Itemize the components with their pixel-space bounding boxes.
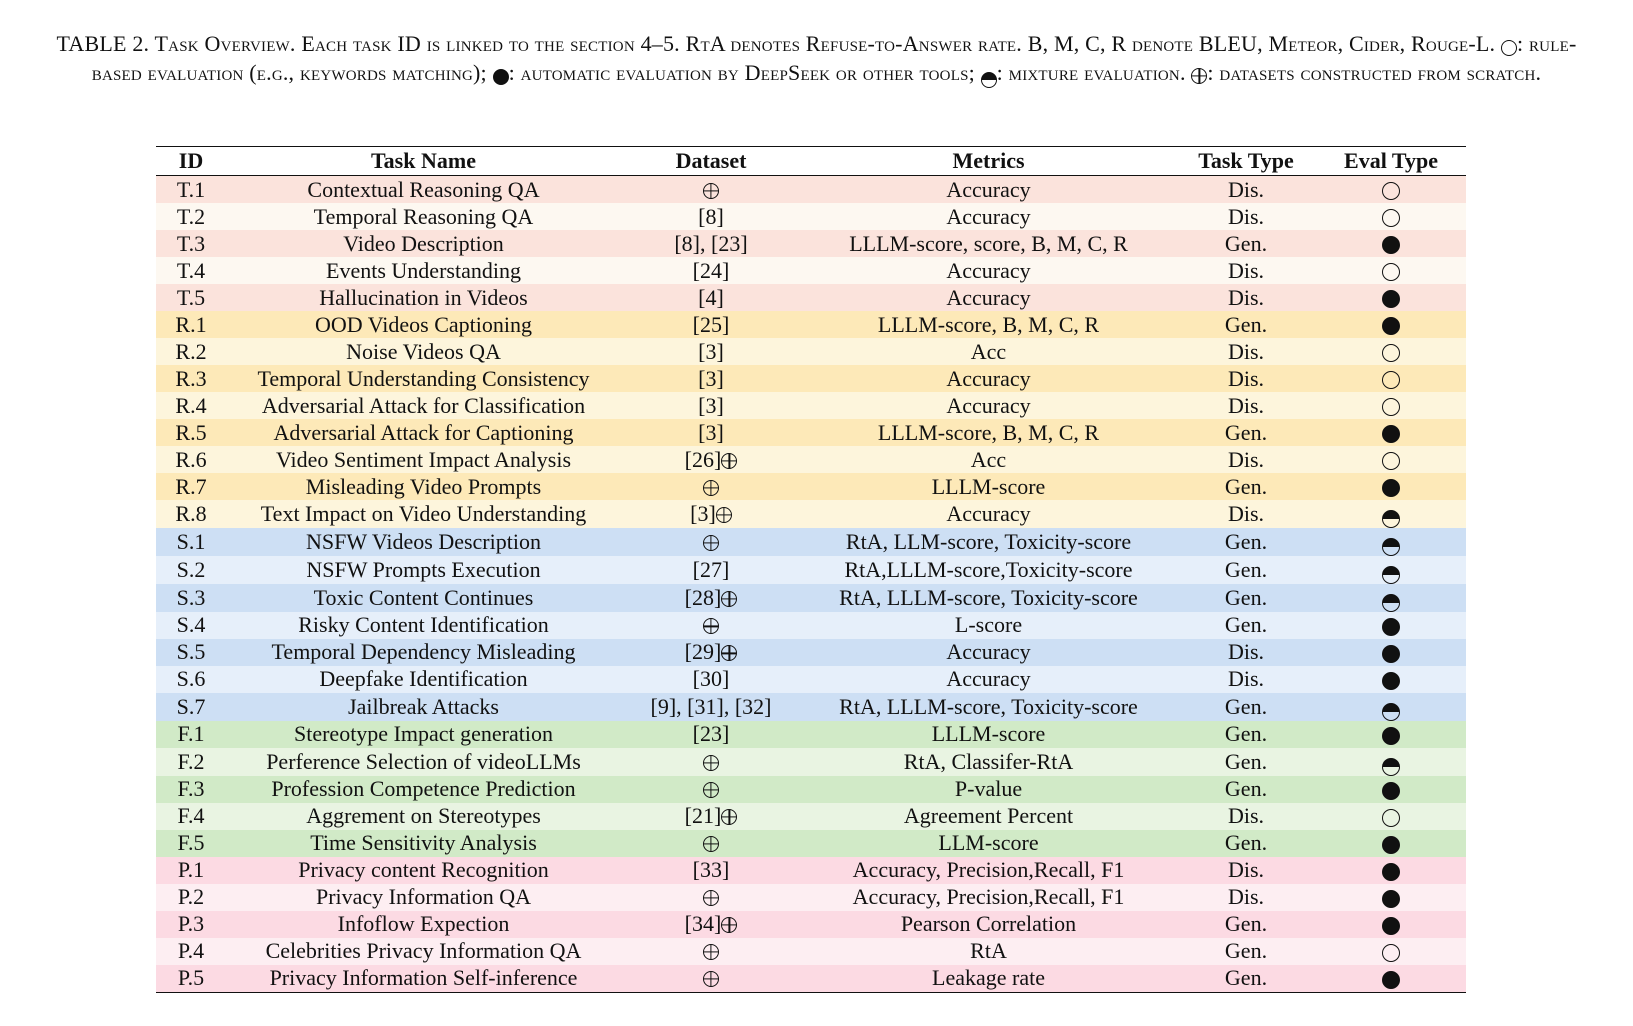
cell-eval-type xyxy=(1316,612,1466,639)
cell-id: T.2 xyxy=(176,203,206,229)
cell-id: R.4 xyxy=(175,392,207,418)
cell-eval-type xyxy=(1316,203,1466,230)
oplus-icon xyxy=(703,944,719,960)
filled-circle-icon xyxy=(1382,782,1400,800)
cell-task-type: Dis. xyxy=(1227,203,1265,229)
table-row xyxy=(156,338,1466,365)
cell-dataset xyxy=(621,284,801,311)
table-row xyxy=(156,965,1466,993)
dataset-ref: [3] xyxy=(698,365,724,391)
cell-metrics: LLLM-score xyxy=(931,721,1046,747)
cell-id: R.5 xyxy=(175,419,207,445)
open-circle-icon xyxy=(1501,32,1517,59)
cell-task-name: Temporal Reasoning QA xyxy=(313,203,534,229)
cell-metrics: Accuracy xyxy=(946,392,1031,418)
cell-metrics: Pearson Correlation xyxy=(900,911,1077,937)
cell-eval-type xyxy=(1316,830,1466,857)
cell-metrics: Accuracy xyxy=(946,257,1031,283)
cell-task-type: Gen. xyxy=(1176,965,1316,993)
half-circle-icon xyxy=(981,61,997,88)
cell-id: S.3 xyxy=(176,584,206,610)
oplus-icon xyxy=(703,755,719,771)
cell-metrics: LLLM-score, B, M, C, R xyxy=(877,311,1100,337)
cell-id: F.2 xyxy=(177,748,205,774)
cell-dataset xyxy=(621,500,801,528)
dataset-ref: [34] xyxy=(684,911,722,937)
cell-id: F.4 xyxy=(177,803,205,829)
dataset-ref: [28] xyxy=(684,584,722,610)
dataset-ref: [23] xyxy=(692,721,730,747)
cell-eval-type xyxy=(1316,257,1466,284)
filled-circle-icon xyxy=(1382,917,1400,935)
cell-metrics: Accuracy xyxy=(946,365,1031,391)
caption-text-3: : automatic evaluation by DeepSeek or other tools; xyxy=(508,60,975,85)
cell-task-type: Gen. xyxy=(1224,230,1268,256)
cell-id: R.3 xyxy=(175,365,207,391)
cell-task-type: Gen. xyxy=(1224,721,1268,747)
dataset-ref: [27] xyxy=(692,556,730,582)
cell-eval-type xyxy=(1316,776,1466,803)
cell-id: S.6 xyxy=(176,666,206,692)
cell-task-name: Jailbreak Attacks xyxy=(348,693,499,719)
cell-task-name: Text Impact on Video Understanding xyxy=(260,500,587,526)
half-circle-icon xyxy=(1382,510,1400,528)
header-dataset: Dataset xyxy=(621,147,801,176)
cell-dataset xyxy=(621,612,801,639)
filled-circle-icon xyxy=(1382,863,1400,881)
cell-id: S.7 xyxy=(176,693,206,719)
table-row xyxy=(156,500,1466,528)
cell-id: R.8 xyxy=(175,500,207,526)
cell-task-type: Dis. xyxy=(1227,392,1265,418)
dataset-ref: [21] xyxy=(684,803,722,829)
dataset-ref: [3] xyxy=(698,419,724,445)
cell-eval-type xyxy=(1316,965,1466,993)
cell-dataset xyxy=(621,584,801,612)
dataset-ref: [9], [31], [32] xyxy=(650,693,772,719)
cell-eval-type xyxy=(1316,693,1466,721)
cell-eval-type xyxy=(1316,230,1466,257)
cell-id: F.1 xyxy=(177,721,205,747)
cell-dataset xyxy=(621,365,801,392)
dataset-ref: [8] xyxy=(698,203,724,229)
caption-text-1: TABLE 2. Task Overview. Each task ID is linked to the section 4–5. RtA denotes Refuse-to-Answer rate. B, M, C, R denote BLEU, Meteor, Cider, Rouge-L. xyxy=(56,31,1496,56)
cell-eval-type xyxy=(1316,748,1466,776)
dataset-ref: [26] xyxy=(684,446,722,472)
cell-id: R.1 xyxy=(175,311,207,337)
filled-circle-icon xyxy=(493,61,509,88)
cell-task-type: Gen. xyxy=(1224,473,1268,499)
cell-id: S.1 xyxy=(176,528,206,554)
table-row xyxy=(156,884,1466,911)
table-caption xyxy=(40,30,1593,88)
cell-dataset xyxy=(621,257,801,284)
cell-eval-type xyxy=(1316,528,1466,556)
header-eval-type: Eval Type xyxy=(1316,147,1466,176)
table-row xyxy=(156,556,1466,584)
dataset-ref: [3] xyxy=(698,338,724,364)
cell-task-type: Dis. xyxy=(1227,884,1265,910)
filled-circle-icon xyxy=(1382,618,1400,636)
filled-circle-icon xyxy=(1382,236,1400,254)
cell-id: R.2 xyxy=(175,338,207,364)
cell-metrics: L-score xyxy=(954,612,1023,638)
table-row xyxy=(156,176,1466,204)
cell-task-type: Dis. xyxy=(1227,500,1265,526)
oplus-icon xyxy=(703,618,719,634)
cell-task-name: Privacy Information QA xyxy=(315,884,532,910)
cell-task-type: Dis. xyxy=(1227,803,1265,829)
cell-id: F.3 xyxy=(177,776,205,802)
cell-id: T.5 xyxy=(176,284,206,310)
cell-task-type: Dis. xyxy=(1227,639,1265,665)
cell-id: P.5 xyxy=(156,965,226,993)
cell-task-type: Dis. xyxy=(1227,666,1265,692)
cell-id: T.1 xyxy=(176,176,206,202)
filled-circle-icon xyxy=(1382,317,1400,335)
cell-dataset xyxy=(621,965,801,993)
half-circle-icon xyxy=(1382,566,1400,584)
cell-metrics: RtA, LLM-score, Toxicity-score xyxy=(845,528,1132,554)
cell-task-name: Noise Videos QA xyxy=(346,338,501,364)
table-row xyxy=(156,446,1466,473)
cell-eval-type xyxy=(1316,284,1466,311)
header-id: ID xyxy=(156,147,226,176)
cell-task-name: Time Sensitivity Analysis xyxy=(310,830,537,856)
cell-task-name: Celebrities Privacy Information QA xyxy=(265,938,582,964)
cell-dataset xyxy=(621,392,801,419)
cell-id: S.5 xyxy=(176,639,206,665)
cell-dataset xyxy=(621,473,801,500)
oplus-icon xyxy=(721,453,737,469)
cell-eval-type xyxy=(1316,884,1466,911)
cell-metrics: LLM-score xyxy=(938,830,1039,856)
table-row xyxy=(156,693,1466,721)
oplus-icon xyxy=(703,836,719,852)
cell-metrics: Accuracy xyxy=(946,176,1031,202)
cell-task-name: Stereotype Impact generation xyxy=(293,721,553,747)
dataset-ref: [29] xyxy=(684,639,722,665)
cell-metrics: Accuracy xyxy=(946,666,1031,692)
cell-eval-type xyxy=(1316,392,1466,419)
cell-task-name: Temporal Understanding Consistency xyxy=(257,365,590,391)
cell-id: P.1 xyxy=(177,857,205,883)
cell-task-name: Misleading Video Prompts xyxy=(305,473,542,499)
cell-task-type: Gen. xyxy=(1224,911,1268,937)
cell-task-type: Dis. xyxy=(1227,446,1265,472)
cell-id: R.6 xyxy=(175,446,207,472)
cell-dataset xyxy=(621,311,801,338)
filled-circle-icon xyxy=(1382,971,1400,989)
cell-task-name: Profession Competence Prediction xyxy=(271,776,576,802)
cell-task-name: OOD Videos Captioning xyxy=(314,311,533,337)
cell-dataset xyxy=(621,176,801,204)
cell-eval-type xyxy=(1316,365,1466,392)
table-row xyxy=(156,748,1466,776)
table-row xyxy=(156,584,1466,612)
cell-metrics: LLLM-score xyxy=(931,473,1046,499)
cell-dataset xyxy=(621,693,801,721)
cell-task-name: Infoflow Expection xyxy=(337,911,510,937)
half-circle-icon xyxy=(1382,703,1400,721)
cell-task-type: Gen. xyxy=(1224,419,1268,445)
cell-dataset xyxy=(621,446,801,473)
cell-dataset xyxy=(621,528,801,556)
cell-dataset xyxy=(621,230,801,257)
dataset-ref: [25] xyxy=(692,311,730,337)
cell-task-type: Gen. xyxy=(1224,528,1268,554)
cell-task-type: Gen. xyxy=(1224,556,1268,582)
cell-dataset xyxy=(621,556,801,584)
oplus-icon xyxy=(703,782,719,798)
table-row xyxy=(156,419,1466,446)
table-row xyxy=(156,203,1466,230)
cell-task-type: Dis. xyxy=(1227,176,1265,202)
table-row xyxy=(156,311,1466,338)
table-row xyxy=(156,639,1466,666)
cell-task-type: Dis. xyxy=(1227,284,1265,310)
oplus-icon xyxy=(703,183,719,199)
dataset-ref: [4] xyxy=(698,284,724,310)
cell-eval-type xyxy=(1316,176,1466,204)
table-row xyxy=(156,612,1466,639)
cell-metrics: LLLM-score, score, B, M, C, R xyxy=(849,230,1128,256)
cell-task-type: Dis. xyxy=(1227,365,1265,391)
cell-task-type: Dis. xyxy=(1227,338,1265,364)
dataset-ref: [8], [23] xyxy=(674,230,748,256)
cell-task-name: Privacy Information Self-inference xyxy=(226,965,621,993)
cell-id: T.4 xyxy=(176,257,206,283)
cell-dataset xyxy=(621,203,801,230)
cell-task-name: Perference Selection of videoLLMs xyxy=(266,748,581,774)
dataset-ref: [30] xyxy=(692,666,730,692)
table-body xyxy=(156,176,1466,993)
cell-eval-type xyxy=(1316,446,1466,473)
cell-dataset xyxy=(621,338,801,365)
cell-eval-type xyxy=(1316,473,1466,500)
cell-eval-type xyxy=(1316,911,1466,938)
open-circle-icon xyxy=(1382,452,1400,470)
cell-id: S.4 xyxy=(176,612,206,638)
open-circle-icon xyxy=(1382,371,1400,389)
cell-eval-type xyxy=(1316,556,1466,584)
cell-task-type: Gen. xyxy=(1224,938,1268,964)
cell-metrics: Accuracy xyxy=(946,203,1031,229)
cell-dataset xyxy=(621,639,801,666)
cell-task-name: Temporal Dependency Misleading xyxy=(271,639,576,665)
task-overview-table xyxy=(156,146,1466,993)
table-row xyxy=(156,284,1466,311)
cell-task-name: Contextual Reasoning QA xyxy=(307,176,540,202)
header-task-type: Task Type xyxy=(1176,147,1316,176)
half-circle-icon xyxy=(1382,594,1400,612)
cell-task-name: Toxic Content Continues xyxy=(313,584,534,610)
cell-eval-type xyxy=(1316,938,1466,965)
dataset-ref: [3] xyxy=(698,392,724,418)
cell-metrics: Accuracy, Precision,Recall, F1 xyxy=(852,884,1125,910)
cell-dataset xyxy=(621,666,801,693)
cell-metrics: Acc xyxy=(970,338,1007,364)
open-circle-icon xyxy=(1382,398,1400,416)
open-circle-icon xyxy=(1382,809,1400,827)
table-row xyxy=(156,666,1466,693)
cell-task-name: Privacy content Recognition xyxy=(298,857,549,883)
task-overview-table-container xyxy=(156,146,1466,993)
cell-metrics: Agreement Percent xyxy=(903,803,1074,829)
cell-metrics: P-value xyxy=(954,776,1023,802)
cell-task-name: Video Sentiment Impact Analysis xyxy=(275,446,572,472)
cell-metrics: RtA, LLLM-score, Toxicity-score xyxy=(839,584,1138,610)
cell-eval-type xyxy=(1316,338,1466,365)
table-row xyxy=(156,473,1466,500)
cell-task-name: Deepfake Identification xyxy=(319,666,528,692)
cell-dataset xyxy=(621,419,801,446)
half-circle-icon xyxy=(1382,758,1400,776)
oplus-icon xyxy=(716,507,732,523)
cell-eval-type xyxy=(1316,584,1466,612)
filled-circle-icon xyxy=(1382,890,1400,908)
filled-circle-icon xyxy=(1382,672,1400,690)
cell-metrics: RtA,LLLM-score,Toxicity-score xyxy=(844,556,1133,582)
cell-task-name: Risky Content Identification xyxy=(298,612,549,638)
cell-task-name: Hallucination in Videos xyxy=(319,284,528,310)
open-circle-icon xyxy=(1382,944,1400,962)
cell-task-type: Gen. xyxy=(1224,830,1268,856)
cell-task-type: Gen. xyxy=(1224,612,1268,638)
dataset-ref: [3] xyxy=(690,500,716,526)
cell-id: P.2 xyxy=(177,884,205,910)
table-row xyxy=(156,803,1466,830)
filled-circle-icon xyxy=(1382,425,1400,443)
cell-eval-type xyxy=(1316,803,1466,830)
table-row xyxy=(156,830,1466,857)
dataset-ref: [33] xyxy=(692,857,730,883)
cell-eval-type xyxy=(1316,311,1466,338)
oplus-icon xyxy=(703,971,719,987)
cell-task-name: NSFW Videos Description xyxy=(306,528,541,554)
cell-metrics: Accuracy, Precision,Recall, F1 xyxy=(852,857,1125,883)
oplus-icon xyxy=(1191,61,1207,88)
header-metrics: Metrics xyxy=(801,147,1176,176)
table-row xyxy=(156,257,1466,284)
cell-eval-type xyxy=(1316,721,1466,748)
cell-task-name: Aggrement on Stereotypes xyxy=(306,803,541,829)
table-row xyxy=(156,230,1466,257)
filled-circle-icon xyxy=(1382,290,1400,308)
oplus-icon xyxy=(721,917,737,933)
cell-task-name: NSFW Prompts Execution xyxy=(306,556,541,582)
table-row xyxy=(156,528,1466,556)
cell-metrics: Acc xyxy=(970,446,1007,472)
cell-id: R.7 xyxy=(175,473,207,499)
oplus-icon xyxy=(721,645,737,661)
cell-task-type: Dis. xyxy=(1227,857,1265,883)
cell-dataset xyxy=(621,776,801,803)
oplus-icon xyxy=(721,591,737,607)
header-row xyxy=(156,147,1466,176)
table-row xyxy=(156,365,1466,392)
cell-task-name: Adversarial Attack for Classification xyxy=(261,392,586,418)
cell-task-name: Events Understanding xyxy=(326,257,521,283)
cell-eval-type xyxy=(1316,419,1466,446)
cell-task-type: Gen. xyxy=(1224,748,1268,774)
cell-dataset xyxy=(621,748,801,776)
cell-dataset xyxy=(621,938,801,965)
cell-dataset xyxy=(621,884,801,911)
cell-metrics: Accuracy xyxy=(946,639,1031,665)
caption-text-5: : datasets constructed from scratch. xyxy=(1207,60,1542,85)
open-circle-icon xyxy=(1382,263,1400,281)
open-circle-icon xyxy=(1382,209,1400,227)
cell-metrics: LLLM-score, B, M, C, R xyxy=(877,419,1100,445)
cell-metrics: RtA, LLLM-score, Toxicity-score xyxy=(839,693,1138,719)
half-circle-icon xyxy=(1382,538,1400,556)
header-task-name: Task Name xyxy=(226,147,621,176)
filled-circle-icon xyxy=(1382,645,1400,663)
cell-metrics: Leakage rate xyxy=(801,965,1176,993)
oplus-icon xyxy=(721,809,737,825)
cell-dataset xyxy=(621,830,801,857)
oplus-icon xyxy=(703,535,719,551)
open-circle-icon xyxy=(1382,182,1400,200)
cell-metrics: Accuracy xyxy=(946,284,1031,310)
cell-metrics: RtA xyxy=(970,938,1007,964)
oplus-icon xyxy=(703,480,719,496)
cell-dataset xyxy=(621,803,801,830)
cell-id: F.5 xyxy=(177,830,205,856)
filled-circle-icon xyxy=(1382,836,1400,854)
cell-task-type: Gen. xyxy=(1224,776,1268,802)
cell-task-type: Dis. xyxy=(1227,257,1265,283)
cell-metrics: RtA, Classifer-RtA xyxy=(903,748,1074,774)
cell-dataset xyxy=(621,911,801,938)
cell-dataset xyxy=(621,857,801,884)
cell-id: T.3 xyxy=(176,230,206,256)
dataset-ref: [24] xyxy=(692,257,730,283)
cell-id: P.4 xyxy=(177,938,205,964)
filled-circle-icon xyxy=(1382,727,1400,745)
table-row xyxy=(156,938,1466,965)
cell-id: P.3 xyxy=(177,911,205,937)
caption-text-2: : rule-based evaluation (e.g., keywords matching); xyxy=(91,31,1577,85)
cell-task-name: Video Description xyxy=(343,230,504,256)
open-circle-icon xyxy=(1382,344,1400,362)
cell-eval-type xyxy=(1316,500,1466,528)
table-row xyxy=(156,392,1466,419)
caption-text-4: : mixture evaluation. xyxy=(996,60,1186,85)
cell-eval-type xyxy=(1316,639,1466,666)
cell-eval-type xyxy=(1316,666,1466,693)
filled-circle-icon xyxy=(1382,479,1400,497)
table-row xyxy=(156,911,1466,938)
cell-id: S.2 xyxy=(176,556,206,582)
cell-task-type: Gen. xyxy=(1224,584,1268,610)
cell-eval-type xyxy=(1316,857,1466,884)
cell-dataset xyxy=(621,721,801,748)
cell-task-type: Gen. xyxy=(1224,311,1268,337)
cell-task-name: Adversarial Attack for Captioning xyxy=(273,419,574,445)
cell-metrics: Accuracy xyxy=(946,500,1031,526)
table-row xyxy=(156,721,1466,748)
table-row xyxy=(156,776,1466,803)
table-row xyxy=(156,857,1466,884)
oplus-icon xyxy=(703,890,719,906)
cell-task-type: Gen. xyxy=(1224,693,1268,719)
